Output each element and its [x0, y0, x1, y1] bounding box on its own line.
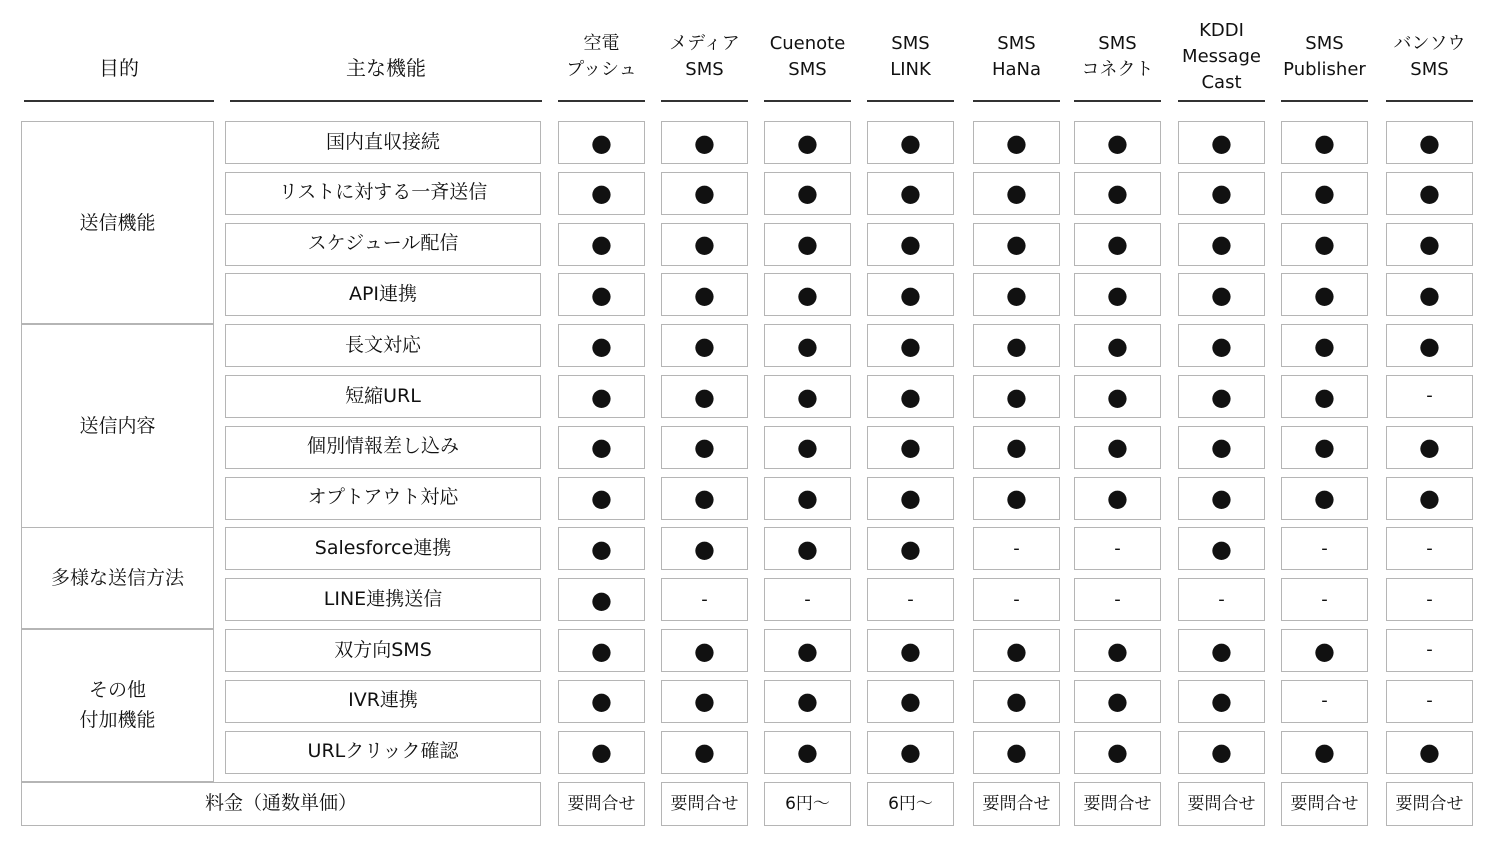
- supported-mark: ●: [867, 273, 954, 316]
- supported-mark: ●: [558, 527, 645, 570]
- supported-mark: ●: [1386, 223, 1473, 266]
- supported-mark: ●: [558, 121, 645, 164]
- feature-name: リストに対する一斉送信: [225, 172, 541, 215]
- supported-mark: ●: [661, 680, 748, 723]
- unsupported-mark: -: [1386, 578, 1473, 621]
- unsupported-mark: -: [1386, 629, 1473, 672]
- supported-mark: ●: [1281, 273, 1368, 316]
- header-service: SMS コネクト: [1074, 14, 1161, 102]
- header-purpose: 目的: [24, 18, 214, 102]
- supported-mark: ●: [1386, 172, 1473, 215]
- feature-name: スケジュール配信: [225, 223, 541, 266]
- supported-mark: ●: [1074, 324, 1161, 367]
- feature-name: 長文対応: [225, 324, 541, 367]
- supported-mark: ●: [661, 172, 748, 215]
- unsupported-mark: -: [1386, 680, 1473, 723]
- price-value: 6円～: [867, 782, 954, 826]
- header-service: Cuenote SMS: [764, 14, 851, 102]
- supported-mark: ●: [867, 324, 954, 367]
- header-service: SMS HaNa: [973, 14, 1060, 102]
- supported-mark: ●: [1281, 121, 1368, 164]
- supported-mark: ●: [973, 731, 1060, 774]
- feature-name: 個別情報差し込み: [225, 426, 541, 469]
- unsupported-mark: -: [973, 527, 1060, 570]
- price-value: 要問合せ: [1178, 782, 1265, 826]
- supported-mark: ●: [558, 578, 645, 621]
- supported-mark: ●: [973, 375, 1060, 418]
- supported-mark: ●: [867, 223, 954, 266]
- supported-mark: ●: [1074, 426, 1161, 469]
- feature-name: LINE連携送信: [225, 578, 541, 621]
- header-service: SMS LINK: [867, 14, 954, 102]
- supported-mark: ●: [661, 426, 748, 469]
- supported-mark: ●: [1178, 223, 1265, 266]
- supported-mark: ●: [867, 172, 954, 215]
- unsupported-mark: -: [764, 578, 851, 621]
- supported-mark: ●: [558, 477, 645, 520]
- supported-mark: ●: [1281, 426, 1368, 469]
- supported-mark: ●: [973, 324, 1060, 367]
- supported-mark: ●: [867, 527, 954, 570]
- unsupported-mark: -: [1386, 527, 1473, 570]
- supported-mark: ●: [973, 426, 1060, 469]
- supported-mark: ●: [764, 680, 851, 723]
- price-label: 料金（通数単価）: [21, 782, 541, 826]
- price-value: 要問合せ: [1281, 782, 1368, 826]
- supported-mark: ●: [558, 629, 645, 672]
- supported-mark: ●: [1178, 172, 1265, 215]
- unsupported-mark: -: [661, 578, 748, 621]
- supported-mark: ●: [1386, 121, 1473, 164]
- unsupported-mark: -: [867, 578, 954, 621]
- category-cell: その他 付加機能: [21, 629, 214, 782]
- feature-name: オプトアウト対応: [225, 477, 541, 520]
- supported-mark: ●: [764, 426, 851, 469]
- supported-mark: ●: [1074, 223, 1161, 266]
- supported-mark: ●: [867, 477, 954, 520]
- price-value: 要問合せ: [973, 782, 1060, 826]
- supported-mark: ●: [558, 426, 645, 469]
- feature-name: API連携: [225, 273, 541, 316]
- unsupported-mark: -: [1178, 578, 1265, 621]
- header-service: メディア SMS: [661, 14, 748, 102]
- price-value: 要問合せ: [1074, 782, 1161, 826]
- supported-mark: ●: [1281, 731, 1368, 774]
- supported-mark: ●: [867, 121, 954, 164]
- supported-mark: ●: [661, 477, 748, 520]
- supported-mark: ●: [973, 629, 1060, 672]
- supported-mark: ●: [661, 223, 748, 266]
- category-cell: 送信機能: [21, 121, 214, 324]
- supported-mark: ●: [558, 375, 645, 418]
- feature-name: Salesforce連携: [225, 527, 541, 570]
- supported-mark: ●: [1178, 121, 1265, 164]
- supported-mark: ●: [764, 223, 851, 266]
- supported-mark: ●: [764, 527, 851, 570]
- feature-name: 短縮URL: [225, 375, 541, 418]
- supported-mark: ●: [1178, 375, 1265, 418]
- unsupported-mark: -: [1281, 527, 1368, 570]
- supported-mark: ●: [1074, 731, 1161, 774]
- supported-mark: ●: [1386, 324, 1473, 367]
- supported-mark: ●: [661, 121, 748, 164]
- supported-mark: ●: [661, 273, 748, 316]
- supported-mark: ●: [558, 731, 645, 774]
- supported-mark: ●: [973, 680, 1060, 723]
- supported-mark: ●: [764, 273, 851, 316]
- price-value: 6円～: [764, 782, 851, 826]
- supported-mark: ●: [1178, 680, 1265, 723]
- supported-mark: ●: [558, 324, 645, 367]
- price-value: 要問合せ: [558, 782, 645, 826]
- supported-mark: ●: [764, 477, 851, 520]
- supported-mark: ●: [1178, 527, 1265, 570]
- supported-mark: ●: [973, 223, 1060, 266]
- unsupported-mark: -: [1281, 680, 1368, 723]
- supported-mark: ●: [764, 172, 851, 215]
- header-features: 主な機能: [230, 18, 542, 102]
- supported-mark: ●: [1281, 629, 1368, 672]
- category-cell: 送信内容: [21, 324, 214, 527]
- supported-mark: ●: [1074, 680, 1161, 723]
- unsupported-mark: -: [1386, 375, 1473, 418]
- supported-mark: ●: [1386, 731, 1473, 774]
- supported-mark: ●: [1074, 477, 1161, 520]
- category-cell: 多様な送信方法: [21, 527, 214, 629]
- supported-mark: ●: [558, 172, 645, 215]
- supported-mark: ●: [1178, 629, 1265, 672]
- supported-mark: ●: [764, 324, 851, 367]
- supported-mark: ●: [1386, 426, 1473, 469]
- supported-mark: ●: [867, 426, 954, 469]
- supported-mark: ●: [1074, 375, 1161, 418]
- supported-mark: ●: [661, 731, 748, 774]
- supported-mark: ●: [1386, 477, 1473, 520]
- supported-mark: ●: [867, 629, 954, 672]
- supported-mark: ●: [1281, 477, 1368, 520]
- supported-mark: ●: [661, 324, 748, 367]
- supported-mark: ●: [1074, 629, 1161, 672]
- header-service: KDDI Message Cast: [1178, 14, 1265, 102]
- supported-mark: ●: [1178, 324, 1265, 367]
- unsupported-mark: -: [1074, 578, 1161, 621]
- header-service: 空電 プッシュ: [558, 14, 645, 102]
- unsupported-mark: -: [1074, 527, 1161, 570]
- supported-mark: ●: [764, 731, 851, 774]
- feature-name: URLクリック確認: [225, 731, 541, 774]
- supported-mark: ●: [1281, 375, 1368, 418]
- supported-mark: ●: [973, 477, 1060, 520]
- feature-name: 双方向SMS: [225, 629, 541, 672]
- supported-mark: ●: [1281, 223, 1368, 266]
- supported-mark: ●: [558, 223, 645, 266]
- supported-mark: ●: [1178, 477, 1265, 520]
- feature-name: 国内直収接続: [225, 121, 541, 164]
- supported-mark: ●: [973, 121, 1060, 164]
- supported-mark: ●: [973, 273, 1060, 316]
- supported-mark: ●: [1178, 273, 1265, 316]
- supported-mark: ●: [1178, 426, 1265, 469]
- supported-mark: ●: [1178, 731, 1265, 774]
- supported-mark: ●: [867, 680, 954, 723]
- supported-mark: ●: [558, 273, 645, 316]
- supported-mark: ●: [1281, 324, 1368, 367]
- supported-mark: ●: [867, 375, 954, 418]
- supported-mark: ●: [764, 121, 851, 164]
- supported-mark: ●: [1074, 273, 1161, 316]
- header-service: SMS Publisher: [1281, 14, 1368, 102]
- supported-mark: ●: [867, 731, 954, 774]
- unsupported-mark: -: [1281, 578, 1368, 621]
- supported-mark: ●: [1074, 121, 1161, 164]
- unsupported-mark: -: [973, 578, 1060, 621]
- supported-mark: ●: [764, 375, 851, 418]
- supported-mark: ●: [661, 527, 748, 570]
- supported-mark: ●: [1281, 172, 1368, 215]
- header-service: バンソウ SMS: [1386, 14, 1473, 102]
- supported-mark: ●: [661, 629, 748, 672]
- feature-name: IVR連携: [225, 680, 541, 723]
- supported-mark: ●: [764, 629, 851, 672]
- supported-mark: ●: [1386, 273, 1473, 316]
- supported-mark: ●: [558, 680, 645, 723]
- supported-mark: ●: [1074, 172, 1161, 215]
- price-value: 要問合せ: [661, 782, 748, 826]
- price-value: 要問合せ: [1386, 782, 1473, 826]
- supported-mark: ●: [661, 375, 748, 418]
- supported-mark: ●: [973, 172, 1060, 215]
